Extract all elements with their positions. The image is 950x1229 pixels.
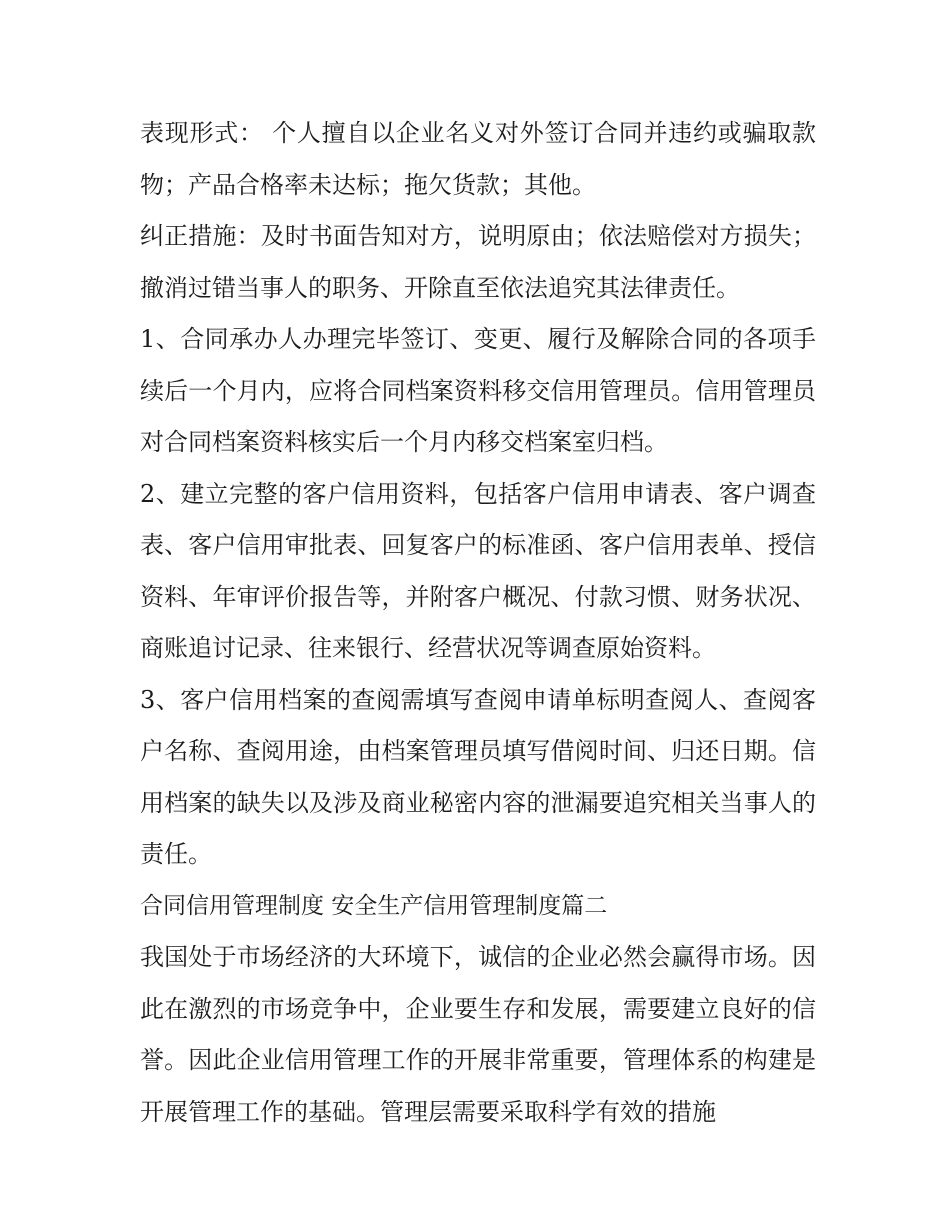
paragraph-manifestation: 表现形式： 个人擅自以企业名义对外签订合同并违约或骗取款物；产品合格率未达标；拖欠货款；其他。	[140, 119, 816, 199]
paragraph-item-3: 3、客户信用档案的查阅需填写查阅申请单标明查阅人、查阅客户名称、查阅用途，由档案管理员填写借阅时间、归还日期。信用档案的缺失以及涉及商业秘密内容的泄漏要追究相关当事人的责任。	[140, 685, 816, 868]
paragraph-item-2: 2、建立完整的客户信用资料，包括客户信用申请表、客户调查表、客户信用审批表、回复客户的标准函、客户信用表单、授信资料、年审评价报告等，并附客户概况、付款习惯、财务状况、商账追讨记录、往来银行、经营状况等调查原始资料。	[140, 479, 816, 662]
paragraph-item-1: 1、合同承办人办理完毕签订、变更、履行及解除合同的各项手续后一个月内，应将合同档案资料移交信用管理员。信用管理员对合同档案资料核实后一个月内移交档案室归档。	[140, 325, 816, 456]
document-body	[140, 108, 816, 1138]
section-heading: 合同信用管理制度 安全生产信用管理制度篇二	[140, 892, 608, 919]
section-paragraph: 我国处于市场经济的大环境下，诚信的企业必然会赢得市场。因此在激烈的市场竞争中，企业要生存和发展，需要建立良好的信誉。因此企业信用管理工作的开展非常重要，管理体系的构建是开展管理工作的基础。管理层需要采取科学有效的措施	[140, 943, 816, 1126]
paragraph-corrective-measures: 纠正措施：及时书面告知对方，说明原由；依法赔偿对方损失；撤消过错当事人的职务、开除直至依法追究其法律责任。	[140, 222, 816, 302]
